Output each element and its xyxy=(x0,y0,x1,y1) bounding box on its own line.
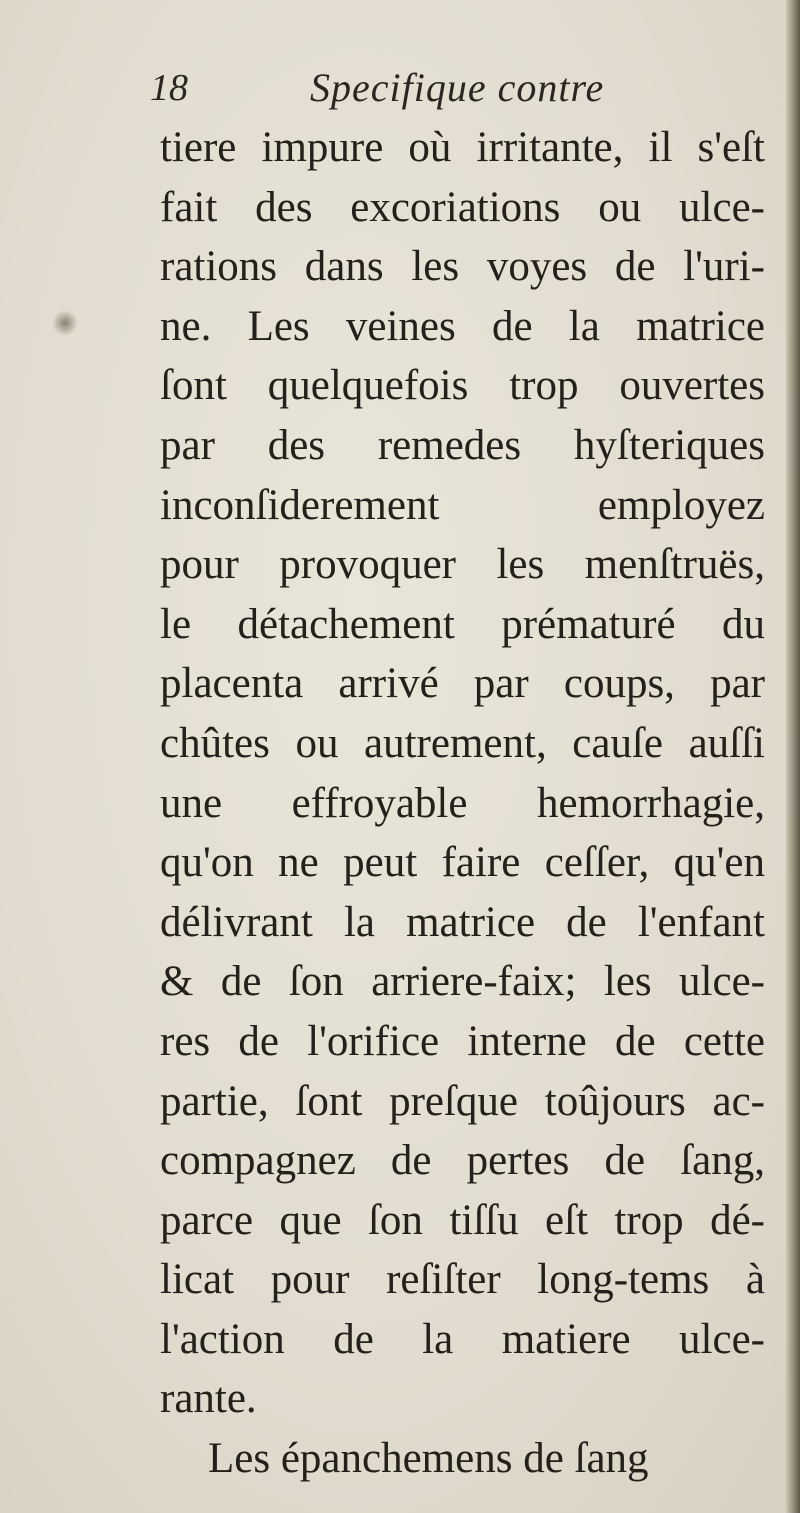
text-line: qu'on ne peut faire ceſſer, qu'en xyxy=(160,839,765,887)
text-line: fait des excoriations ou ulce- xyxy=(160,183,765,231)
text-line: rante. xyxy=(160,1375,257,1423)
text-line: & de ſon arriere-faix; les ulce- xyxy=(160,958,765,1006)
text-line: placenta arrivé par coups, par xyxy=(160,660,765,708)
text-line: inconſiderement employez xyxy=(160,481,765,529)
text-line: ſont quelquefois trop ouvertes xyxy=(160,362,765,410)
text-line: chûtes ou autrement, cauſe auſſi xyxy=(160,719,765,767)
ink-smudge xyxy=(52,310,78,336)
text-line: licat pour reſiſter long-tems à xyxy=(160,1256,765,1304)
text-line: res de l'orifice interne de cette xyxy=(160,1017,765,1065)
text-line: une effroyable hemorrhagie, xyxy=(160,779,765,827)
text-line: Les épanchemens de ſang xyxy=(208,1435,649,1483)
text-line: parce que ſon tiſſu eſt trop dé- xyxy=(160,1196,765,1244)
text-line: le détachement prématuré du xyxy=(160,600,765,648)
text-line: délivrant la matrice de l'enfant xyxy=(160,898,765,946)
page-header xyxy=(150,58,610,118)
text-line: compagnez de pertes de ſang, xyxy=(160,1137,765,1185)
text-line: pour provoquer les menſtruës, xyxy=(160,541,765,589)
text-line: par des remedes hyſteriques xyxy=(160,421,765,469)
text-line: partie, ſont preſque toûjours ac- xyxy=(160,1077,765,1125)
running-title: Specifique contre xyxy=(310,65,605,110)
body-text xyxy=(160,118,765,1489)
text-line: ne. Les veines de la matrice xyxy=(160,302,765,350)
page-edge xyxy=(786,0,800,1513)
page-number: 18 xyxy=(150,67,188,109)
text-line: tiere impure où irritante, il s'eſt xyxy=(160,124,765,171)
text-line: l'action de la matiere ulce- xyxy=(160,1315,765,1363)
text-line: rations dans les voyes de l'uri- xyxy=(160,243,765,291)
